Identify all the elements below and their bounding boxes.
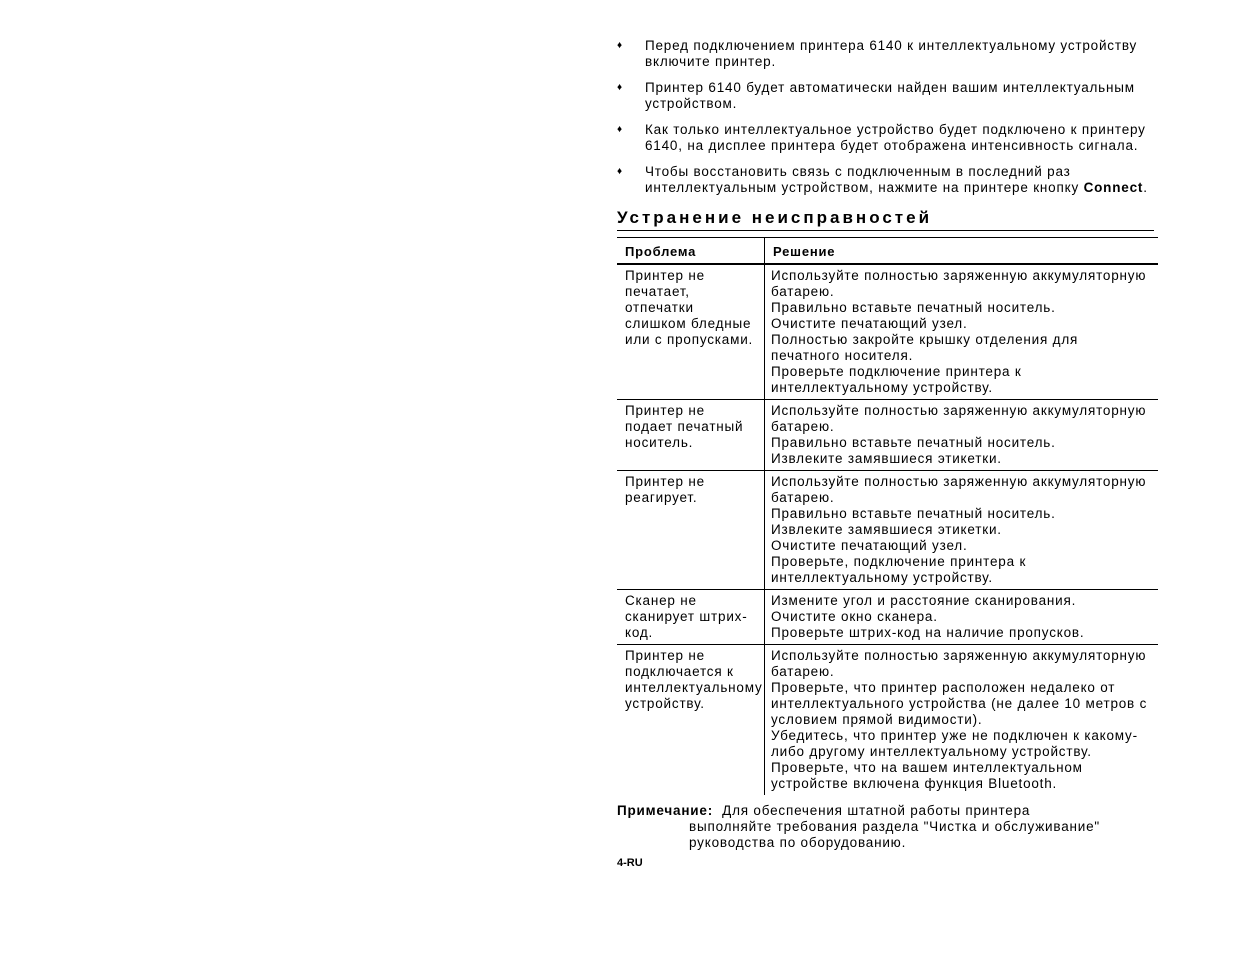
solution-line: Используйте полностью заряженную аккумуляторную батарею. — [771, 403, 1147, 434]
solution-line: Проверьте, подключение принтера к интеллектуальному устройству. — [771, 554, 1027, 585]
table-header-row — [617, 238, 1158, 265]
solution-line: Извлеките замявшиеся этикетки. — [771, 451, 1002, 466]
table-row — [617, 590, 1158, 645]
solution-line: Полностью закройте крышку отделения для печатного носителя. — [771, 332, 1079, 363]
section-heading: Устранение неисправностей — [617, 208, 1154, 231]
problem-cell: Сканер не сканирует штрих-код. — [617, 590, 765, 645]
bullet-text: Принтер 6140 будет автоматически найден вашим интеллектуальным устройством. — [645, 80, 1135, 111]
diamond-bullet-icon: ♦ — [617, 166, 623, 177]
problem-cell: Принтер не реагирует. — [617, 471, 765, 590]
bullet-item — [617, 164, 1162, 196]
diamond-bullet-icon: ♦ — [617, 40, 623, 51]
table-row — [617, 471, 1158, 590]
solution-line: Измените угол и расстояние сканирования. — [771, 593, 1077, 608]
solution-line: Используйте полностью заряженную аккумуляторную батарею. — [771, 268, 1147, 299]
solution-line: Очистите печатающий узел. — [771, 316, 968, 331]
solution-cell — [765, 400, 1159, 471]
note-text-first: Для обеспечения штатной работы принтера — [722, 803, 1031, 818]
solution-cell — [765, 264, 1159, 400]
bullet-item — [617, 122, 1162, 154]
column-header-solution: Решение — [773, 244, 836, 259]
solution-cell — [765, 471, 1159, 590]
solution-line: Проверьте, что принтер расположен недалеко от интеллектуального устройства (не далее 10 метров с условием прямой видимости). — [771, 680, 1148, 727]
solution-line: Используйте полностью заряженную аккумуляторную батарею. — [771, 474, 1147, 505]
bullet-list — [617, 38, 1162, 196]
solution-cell — [765, 645, 1159, 796]
table-row — [617, 400, 1158, 471]
bullet-item — [617, 80, 1162, 112]
solution-line: Правильно вставьте печатный носитель. — [771, 506, 1056, 521]
solution-line: Проверьте подключение принтера к интеллектуальному устройству. — [771, 364, 1022, 395]
solution-line: Извлеките замявшиеся этикетки. — [771, 522, 1002, 537]
bullet-text: Перед подключением принтера 6140 к интеллектуальному устройству включите принтер. — [645, 38, 1138, 69]
problem-cell: Принтер не подает печатный носитель. — [617, 400, 765, 471]
solution-cell — [765, 590, 1159, 645]
solution-line: Правильно вставьте печатный носитель. — [771, 435, 1056, 450]
problem-cell: Принтер не подключается к интеллектуальному устройству. — [617, 645, 765, 796]
note — [617, 803, 1162, 851]
bullet-item — [617, 38, 1162, 70]
bullet-text: Как только интеллектуальное устройство будет подключено к принтеру 6140, на дисплее принтера будет отображена интенсивность сигнала. — [645, 122, 1146, 153]
solution-line: Правильно вставьте печатный носитель. — [771, 300, 1056, 315]
table-row — [617, 645, 1158, 796]
solution-line: Проверьте штрих-код на наличие пропусков. — [771, 625, 1085, 640]
diamond-bullet-icon: ♦ — [617, 124, 623, 135]
table-row — [617, 264, 1158, 400]
bullet-tail: . — [1143, 180, 1148, 195]
solution-line: Очистите печатающий узел. — [771, 538, 968, 553]
troubleshooting-table — [617, 237, 1158, 795]
solution-line: Очистите окно сканера. — [771, 609, 938, 624]
connect-button-name: Connect — [1083, 180, 1144, 195]
page-column — [617, 38, 1162, 869]
solution-line: Убедитесь, что принтер уже не подключен к какому-либо другому интеллектуальному устройству. — [771, 728, 1138, 759]
bullet-text: Чтобы восстановить связь с подключенным в последний раз интеллектуальным устройством, нажмите на принтере кнопку — [645, 164, 1084, 195]
note-text-rest: выполняйте требования раздела "Чистка и обслуживание" руководства по оборудованию. — [689, 819, 1101, 850]
diamond-bullet-icon: ♦ — [617, 82, 623, 93]
page-number: 4-RU — [617, 857, 643, 869]
column-header-problem: Проблема — [617, 238, 765, 265]
solution-line: Используйте полностью заряженную аккумуляторную батарею. — [771, 648, 1147, 679]
solution-line: Проверьте, что на вашем интеллектуальном устройстве включена функция Bluetooth. — [771, 760, 1083, 791]
note-label: Примечание: — [617, 803, 714, 818]
problem-cell: Принтер не печатает, отпечатки слишком бледные или с пропусками. — [617, 264, 765, 400]
